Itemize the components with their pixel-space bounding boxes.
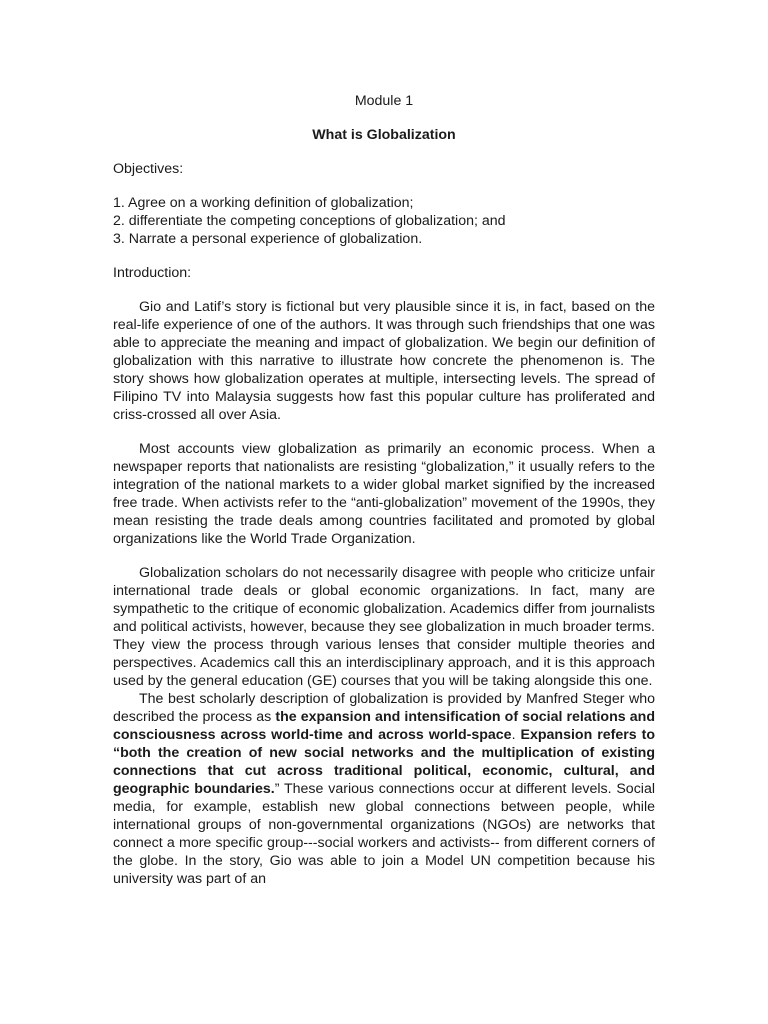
document-page (113, 92, 655, 888)
objectives-label: Objectives: (113, 161, 184, 177)
introduction-label: Introduction: (113, 265, 192, 281)
expansion-definition-bold: Expansion refers to “both the creation of new social networks and the multiplication of existing connections that cut across traditional political, economic, cultural, and geographic boundaries. (113, 727, 656, 797)
steger-tail-text: ” These various connections occur at different levels. Social media, for example, establish new global connections between people, while international groups of non-governmental organizations (NGOs) are networks that connect a more specific group---social workers and activists-- from different corners of the globe. In the story, Gio was able to join a Model UN competition because his university was part of an (113, 781, 655, 887)
module-heading: Module 1 (354, 93, 414, 109)
steger-separator-text: . (511, 727, 521, 743)
steger-lead-text: The best scholarly description of globalization is provided by Manfred Steger who described the process as (113, 691, 655, 725)
steger-paragraph (113, 690, 655, 888)
objective-item: 3. Narrate a personal experience of globalization. (113, 231, 423, 247)
page-title: What is Globalization (312, 127, 456, 143)
body-paragraph: Most accounts view globalization as primarily an economic process. When a newspaper reports that nationalists are resisting “globalization,” it usually refers to the integration of the national markets to a wider global market signified by the increased free trade. When activists refer to the “anti-globalization” movement of the 1990s, they mean resisting the trade deals among countries facilitated and promoted by global organizations like the World Trade Organization. (113, 441, 655, 547)
objective-item: 1. Agree on a working definition of globalization; (113, 195, 414, 211)
body-paragraph: Globalization scholars do not necessarily disagree with people who criticize unfair international trade deals or global economic organizations. In fact, many are sympathetic to the critique of economic globalization. Academics differ from journalists and political activists, however, because they see globalization in much broader terms. They view the process through various lenses that consider multiple theories and perspectives. Academics call this an interdisciplinary approach, and it is this approach used by the general education (GE) courses that you will be taking alongside this one. (113, 565, 655, 689)
steger-definition-bold: the expansion and intensification of social relations and consciousness across world-time and across world-space (113, 709, 655, 743)
objective-item: 2. differentiate the competing conceptions of globalization; and (113, 213, 506, 229)
body-paragraph: Gio and Latif’s story is fictional but very plausible since it is, in fact, based on the real-life experience of one of the authors. It was through such friendships that one was able to appreciate the meaning and impact of globalization. We begin our definition of globalization with this narrative to illustrate how concrete the phenomenon is. The story shows how globalization operates at multiple, intersecting levels. The spread of Filipino TV into Malaysia suggests how fast this popular culture has proliferated and criss-crossed all over Asia. (113, 299, 655, 423)
objectives-list (113, 194, 655, 248)
